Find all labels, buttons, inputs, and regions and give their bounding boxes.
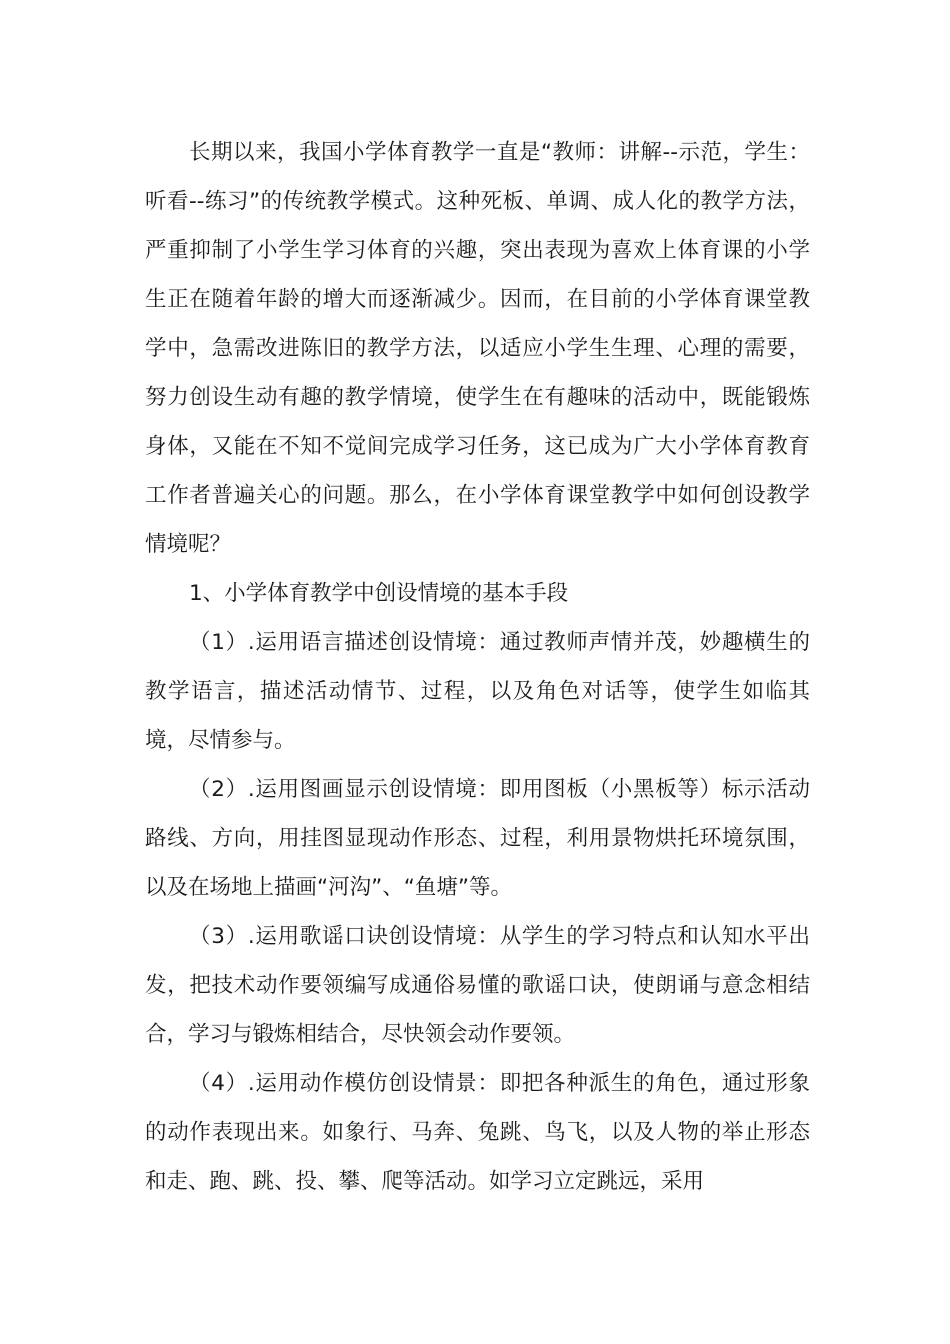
method-paragraph-2: （2）.运用图画显示创设情境：即用图板（小黑板等）标示活动路线、方向，用挂图显现动作形态、过程，利用景物烘托环境氛围，以及在场地上描画“河沟”、“鱼塘”等。 xyxy=(145,777,810,900)
section-heading: 1、小学体育教学中创设情境的基本手段 xyxy=(189,581,569,606)
method-paragraph-3: （3）.运用歌谣口诀创设情境：从学生的学习特点和认知水平出发，把技术动作要领编写成通俗易懂的歌谣口诀，使朗诵与意念相结合，学习与锻炼相结合，尽快领会动作要领。 xyxy=(145,924,810,1047)
method-paragraph-4: （4）.运用动作模仿创设情景：即把各种派生的角色，通过形象的动作表现出来。如象行、马奔、兔跳、鸟飞，以及人物的举止形态和走、跑、跳、投、攀、爬等活动。如学习立定跳远，采用 xyxy=(145,1071,810,1194)
intro-paragraph: 长期以来，我国小学体育教学一直是“教师：讲解--示范，学生：听看--练习”的传统教学模式。这种死板、单调、成人化的教学方法，严重抑制了小学生学习体育的兴趣，突出表现为喜欢上体育课的小学生正在随着年龄的增大而逐渐减少。因而，在目前的小学体育课堂教学中，急需改进陈旧的教学方法，以适应小学生生理、心理的需要，努力创设生动有趣的教学情境，使学生在有趣味的活动中，既能锻炼身体，又能在不知不觉间完成学习任务，这已成为广大小学体育教育工作者普遍关心的问题。那么，在小学体育课堂教学中如何创设教学情境呢？ xyxy=(145,140,810,557)
method-paragraph-1: （1）.运用语言描述创设情境：通过教师声情并茂，妙趣横生的教学语言，描述活动情节、过程，以及角色对话等，使学生如临其境，尽情参与。 xyxy=(145,630,810,753)
document-body xyxy=(145,128,810,1206)
